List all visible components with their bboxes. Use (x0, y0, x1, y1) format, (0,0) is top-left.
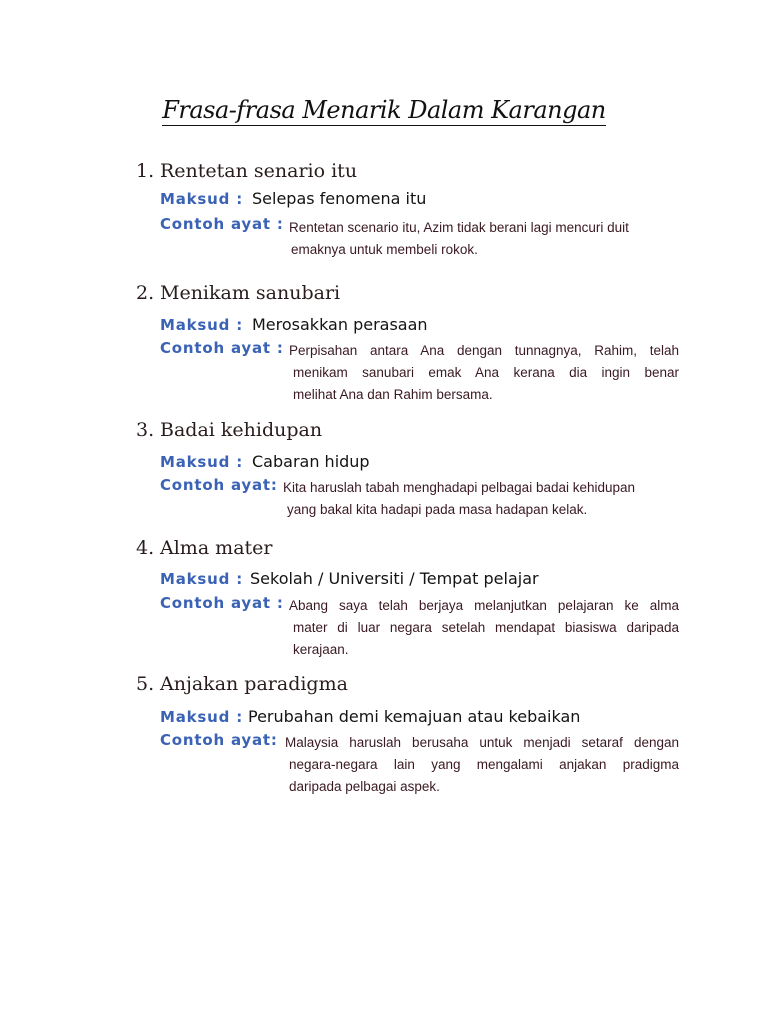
phrase-number: 3. (136, 419, 155, 441)
example-line: Abang saya telah berjaya melanjutkan pelajaran ke alma (289, 598, 679, 613)
example-label-row (160, 731, 278, 750)
phrase-text: Alma mater (160, 537, 273, 559)
phrase-heading (136, 673, 348, 695)
meaning-row (160, 452, 370, 472)
example-line: melihat Ana dan Rahim bersama. (293, 387, 493, 402)
example-label-row (160, 476, 278, 495)
example-label-row (160, 215, 284, 234)
example-line: negara-negara lain yang mengalami anjakan pradigma (289, 757, 679, 772)
example-line: Perpisahan antara Ana dengan tunnagnya, Rahim, telah (289, 343, 679, 358)
phrase-heading (136, 537, 273, 559)
maksud-label: Maksud : (160, 190, 243, 208)
contoh-label: Contoh ayat : (160, 339, 284, 357)
phrase-heading (136, 282, 340, 304)
maksud-label: Maksud : (160, 453, 243, 471)
meaning-row (160, 189, 426, 209)
meaning-text: Selepas fenomena itu (252, 189, 427, 208)
example-line: menikam sanubari emak Ana kerana dia ingin benar (293, 365, 679, 380)
example-line: Rentetan scenario itu, Azim tidak berani lagi mencuri duit (289, 220, 629, 235)
meaning-row (160, 315, 428, 335)
example-line: Malaysia haruslah berusaha untuk menjadi setaraf dengan (285, 735, 679, 750)
page-title-text: Frasa-frasa Menarik Dalam Karangan (162, 96, 606, 124)
example-line: Kita haruslah tabah menghadapi pelbagai badai kehidupan (283, 480, 636, 495)
phrase-text: Anjakan paradigma (160, 673, 348, 695)
phrase-number: 2. (136, 282, 155, 304)
phrase-number: 4. (136, 537, 155, 559)
phrase-number: 5. (136, 673, 155, 695)
example-line: mater di luar negara setelah mendapat biasiswa daripada (293, 620, 679, 635)
meaning-row (160, 569, 539, 589)
example-text (283, 477, 679, 521)
contoh-label: Contoh ayat : (160, 215, 284, 233)
contoh-label: Contoh ayat: (160, 476, 278, 494)
example-text (285, 732, 679, 798)
phrase-text: Menikam sanubari (160, 282, 341, 304)
meaning-row (160, 707, 580, 727)
example-text (289, 340, 679, 406)
example-label-row (160, 594, 284, 613)
example-line: emaknya untuk membeli rokok. (291, 242, 478, 257)
page-title (0, 96, 768, 124)
maksud-label: Maksud : (160, 570, 243, 588)
example-line: kerajaan. (293, 642, 349, 657)
meaning-text: Sekolah / Universiti / Tempat pelajar (250, 569, 539, 588)
contoh-label: Contoh ayat : (160, 594, 284, 612)
phrase-heading (136, 419, 322, 441)
phrase-number: 1. (136, 160, 155, 182)
example-text (291, 217, 679, 261)
example-line: daripada pelbagai aspek. (289, 779, 440, 794)
phrase-text: Rentetan senario itu (160, 160, 358, 182)
maksud-label: Maksud : (160, 316, 243, 334)
example-label-row (160, 339, 284, 358)
contoh-label: Contoh ayat: (160, 731, 278, 749)
example-text (289, 595, 679, 661)
meaning-text: Merosakkan perasaan (252, 315, 428, 334)
phrase-heading (136, 160, 357, 182)
maksud-label: Maksud : (160, 708, 243, 726)
example-line: yang bakal kita hadapi pada masa hadapan kelak. (287, 502, 588, 517)
meaning-text: Perubahan demi kemajuan atau kebaikan (248, 707, 581, 726)
meaning-text: Cabaran hidup (252, 452, 370, 471)
phrase-text: Badai kehidupan (160, 419, 323, 441)
